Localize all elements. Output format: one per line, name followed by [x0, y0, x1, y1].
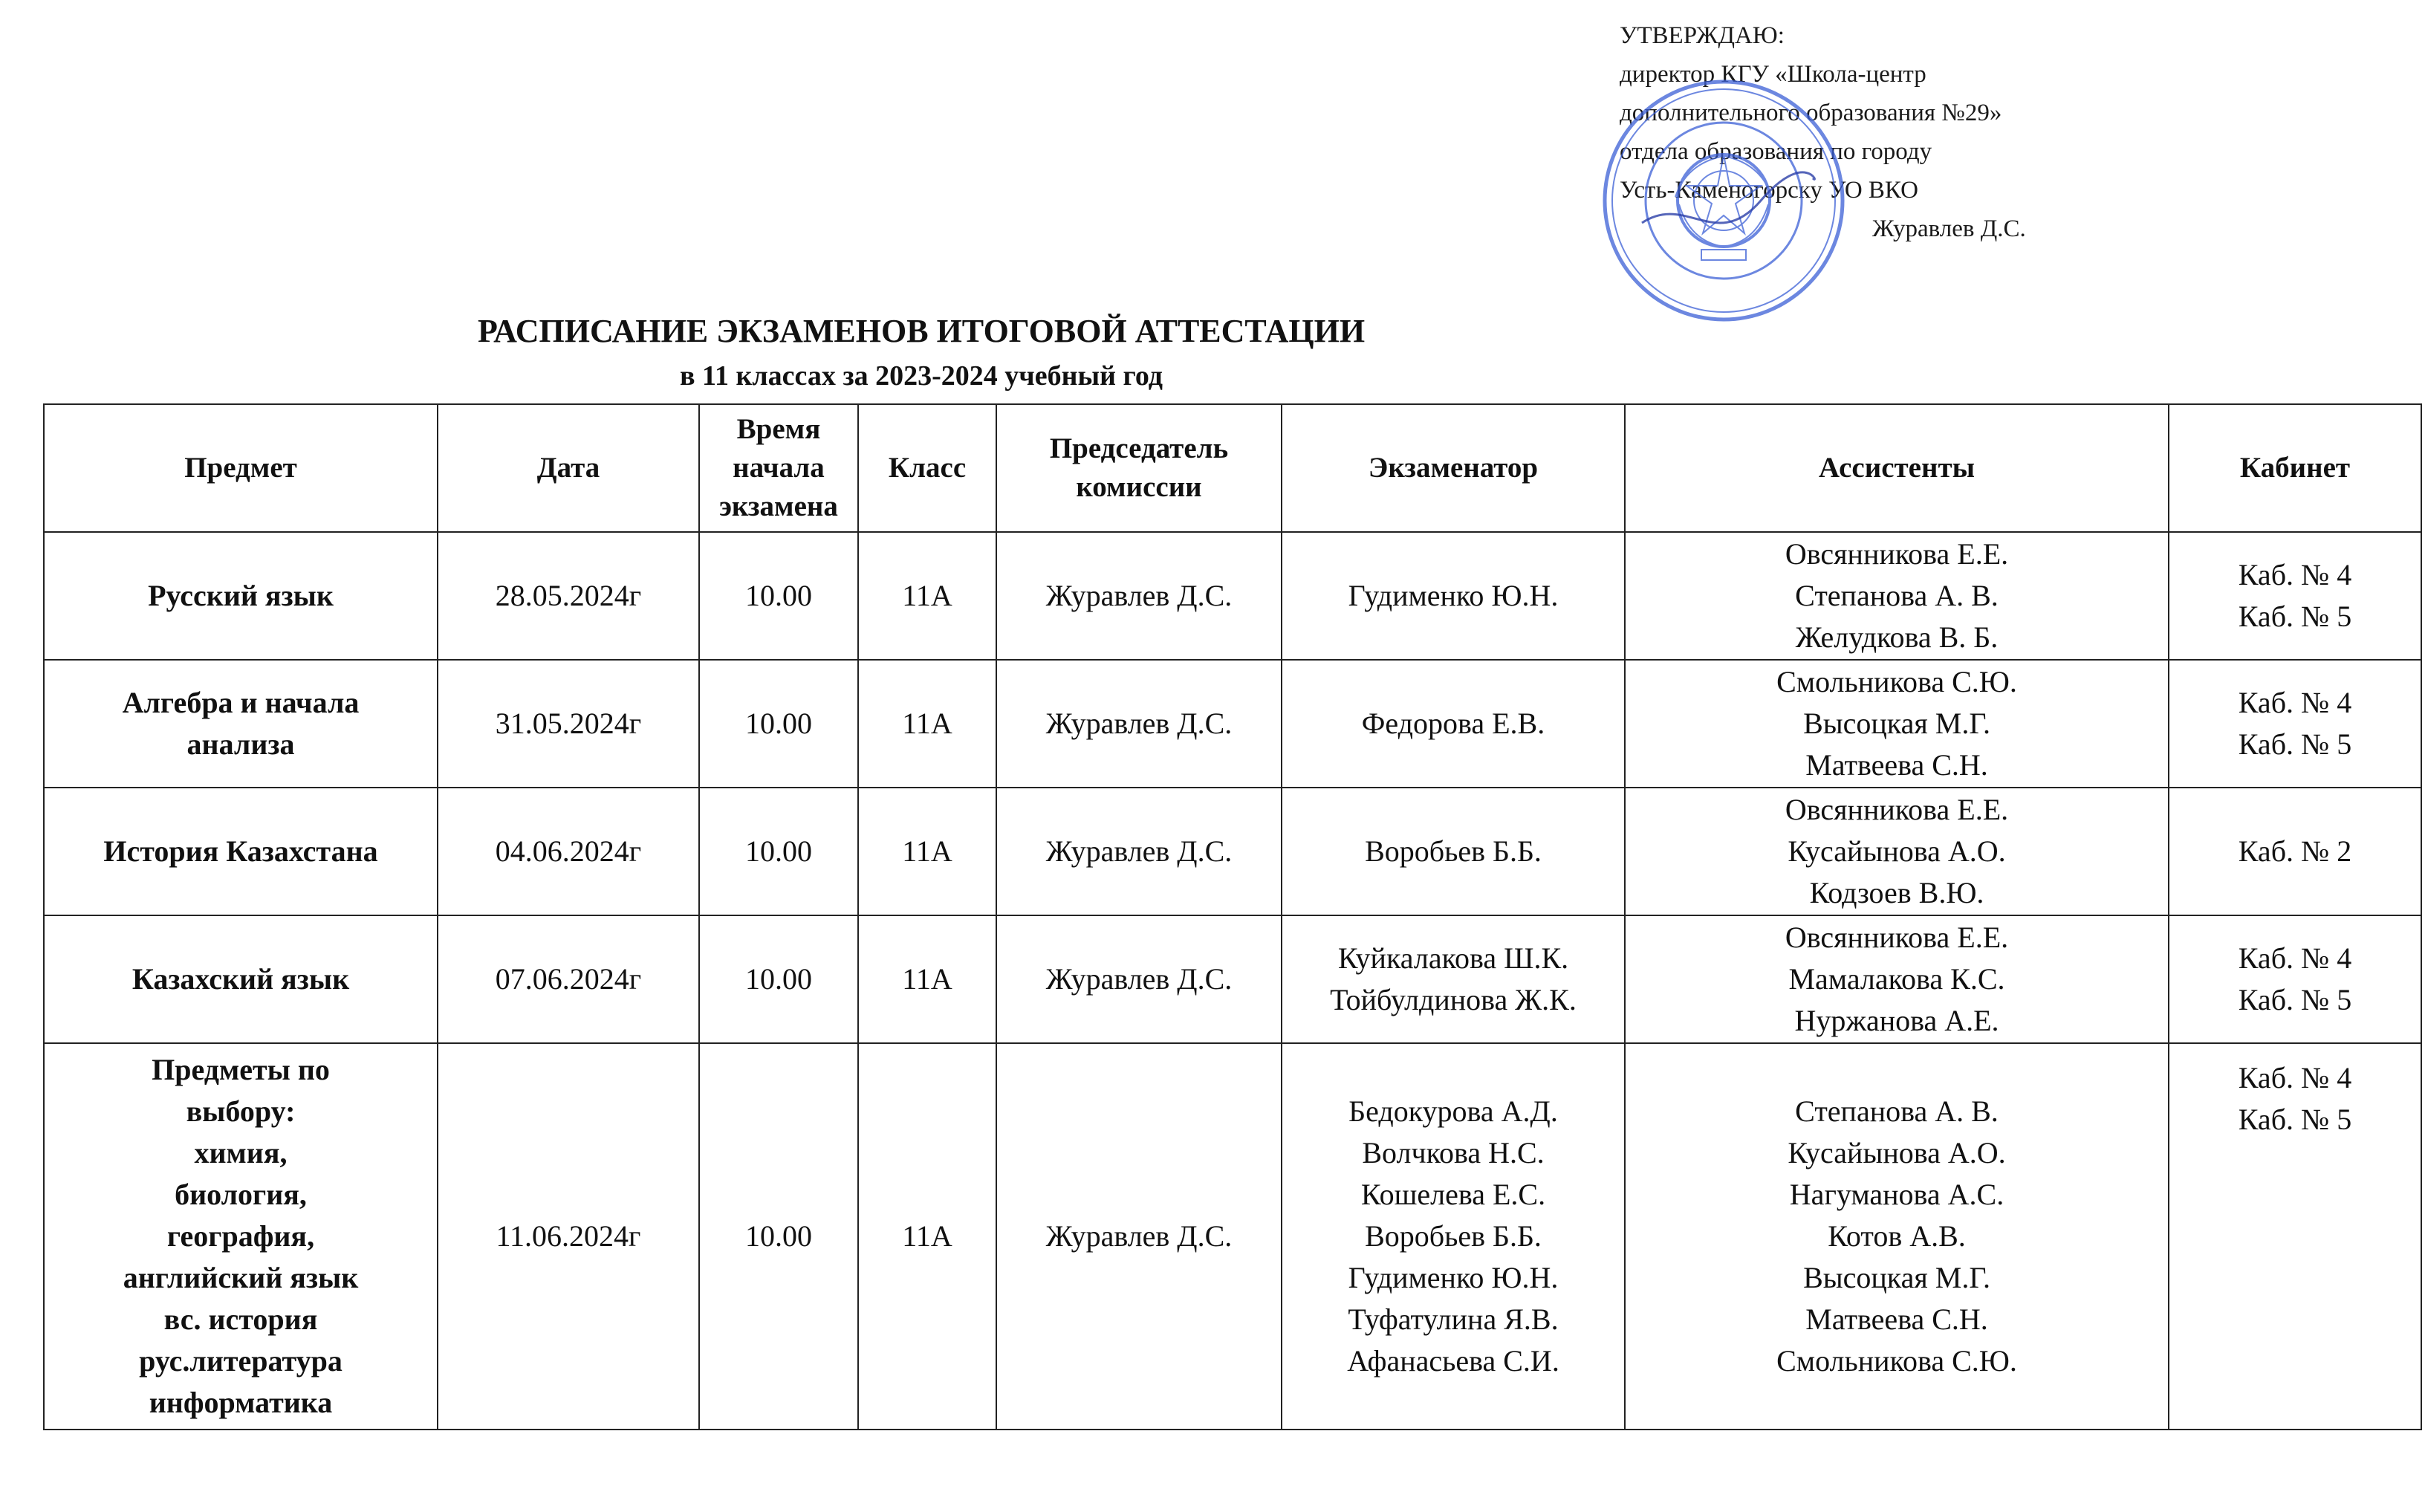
cell-line: Бедокурова А.Д.: [1348, 1094, 1558, 1128]
official-stamp-icon: [1597, 74, 1850, 327]
cell-assistants: [1625, 660, 2169, 788]
cell-line: Высоцкая М.Г.: [1803, 1261, 1990, 1294]
table-row: [44, 788, 2421, 915]
cell-line: Гудименко Ю.Н.: [1348, 579, 1559, 612]
cell-line: Желудкова В. Б.: [1795, 620, 1999, 654]
cell-date: 28.05.2024г: [438, 532, 699, 660]
cell-line: вс. история: [163, 1302, 318, 1336]
cell-line: Степанова А. В.: [1795, 1094, 1999, 1128]
cell-date: 11.06.2024г: [438, 1043, 699, 1430]
cell-class: 11А: [858, 915, 996, 1043]
cell-line: Котов А.В.: [1828, 1219, 1966, 1253]
signature-name: Журавлев Д.С.: [1872, 215, 2026, 242]
cell-examiner: [1282, 660, 1625, 788]
cell-line: Овсянникова Е.Е.: [1785, 537, 2009, 571]
table-header-row: [44, 404, 2421, 532]
cell-line: Степанова А. В.: [1795, 579, 1999, 612]
cell-line: Кодзоев В.Ю.: [1809, 876, 1984, 909]
cell-line: Овсянникова Е.Е.: [1785, 793, 2009, 826]
cell-line: История Казахстана: [103, 834, 378, 868]
header-examiner: Экзаменатор: [1282, 404, 1625, 532]
approval-line: УТВЕРЖДАЮ:: [1620, 22, 1785, 49]
cell-line: выбору:: [186, 1094, 296, 1128]
approval-line: дополнительного образования №29»: [1620, 100, 2002, 126]
cell-line: Гудименко Ю.Н.: [1348, 1261, 1559, 1294]
cell-line: Высоцкая М.Г.: [1803, 707, 1990, 740]
cell-line: Туфатулина Я.В.: [1348, 1302, 1559, 1336]
document-title: РАСПИСАНИЕ ЭКЗАМЕНОВ ИТОГОВОЙ АТТЕСТАЦИИ: [477, 313, 1366, 349]
header-time: [699, 404, 858, 532]
cell-line: Мамалакова К.С.: [1788, 962, 2005, 996]
cell-class: 11А: [858, 788, 996, 915]
cell-line: анализа: [186, 727, 295, 761]
cell-subject: [44, 788, 438, 915]
header-room: Кабинет: [2169, 404, 2421, 532]
cell-room: [2169, 788, 2421, 915]
cell-line: Куйкалакова Ш.К.: [1337, 941, 1569, 975]
cell-line: Матвеева С.Н.: [1805, 748, 1988, 782]
cell-line: Каб. № 5: [2238, 727, 2352, 761]
cell-room: [2169, 660, 2421, 788]
table-row: [44, 915, 2421, 1043]
cell-subject: [44, 1043, 438, 1430]
cell-line: Русский язык: [148, 579, 334, 612]
header-class: Класс: [858, 404, 996, 532]
cell-chair: Журавлев Д.С.: [996, 788, 1282, 915]
cell-line: Смольникова С.Ю.: [1776, 1344, 2017, 1378]
cell-line: Кошелева Е.С.: [1360, 1178, 1546, 1211]
cell-subject: [44, 660, 438, 788]
cell-line: Алгебра и начала: [122, 686, 360, 719]
cell-subject: [44, 532, 438, 660]
cell-line: Матвеева С.Н.: [1805, 1302, 1988, 1336]
cell-subject: [44, 915, 438, 1043]
cell-line: Нагуманова А.С.: [1789, 1178, 2004, 1211]
cell-line: Нуржанова А.Е.: [1794, 1004, 1999, 1037]
cell-line: Каб. № 4: [2238, 686, 2352, 719]
cell-line: Предметы по: [152, 1053, 330, 1086]
cell-line: география,: [166, 1219, 315, 1253]
cell-date: 07.06.2024г: [438, 915, 699, 1043]
cell-line: Каб. № 4: [2238, 558, 2352, 591]
cell-chair: Журавлев Д.С.: [996, 1043, 1282, 1430]
cell-room: [2169, 915, 2421, 1043]
cell-room: [2169, 532, 2421, 660]
cell-date: 04.06.2024г: [438, 788, 699, 915]
approval-line: директор КГУ «Школа-центр: [1620, 61, 1926, 88]
cell-time: 10.00: [699, 915, 858, 1043]
cell-assistants: [1625, 788, 2169, 915]
cell-line: Волчкова Н.С.: [1362, 1136, 1545, 1169]
cell-line: Каб. № 4: [2238, 1061, 2352, 1094]
cell-line: комиссии: [1076, 471, 1202, 503]
cell-line: рус.литература: [139, 1344, 343, 1378]
cell-chair: Журавлев Д.С.: [996, 660, 1282, 788]
header-chair: [996, 404, 1282, 532]
cell-line: Воробьев Б.Б.: [1365, 1219, 1542, 1253]
header-subject: Предмет: [44, 404, 438, 532]
cell-line: английский язык: [123, 1261, 359, 1294]
table-row: [44, 660, 2421, 788]
cell-line: Казахский язык: [132, 962, 350, 996]
cell-line: Смольникова С.Ю.: [1776, 665, 2017, 698]
cell-line: информатика: [149, 1386, 333, 1419]
cell-time: 10.00: [699, 660, 858, 788]
cell-room: [2169, 1043, 2421, 1430]
cell-date: 31.05.2024г: [438, 660, 699, 788]
cell-class: 11А: [858, 1043, 996, 1430]
cell-line: Каб. № 5: [2238, 600, 2352, 633]
document-subtitle: в 11 классах за 2023-2024 учебный год: [680, 360, 1163, 392]
table-row: [44, 1043, 2421, 1430]
cell-line: Афанасьева С.И.: [1347, 1344, 1559, 1378]
cell-assistants: [1625, 532, 2169, 660]
cell-line: Федорова Е.В.: [1361, 707, 1545, 740]
cell-examiner: [1282, 788, 1625, 915]
cell-assistants: [1625, 1043, 2169, 1430]
cell-line: Тойбулдинова Ж.К.: [1330, 983, 1577, 1016]
cell-line: Кусайынова А.О.: [1788, 1136, 2006, 1169]
cell-line: Каб. № 2: [2238, 834, 2352, 868]
cell-chair: Журавлев Д.С.: [996, 915, 1282, 1043]
exam-schedule-table: [43, 403, 2422, 1430]
cell-class: 11А: [858, 532, 996, 660]
cell-line: Председатель: [1049, 432, 1229, 464]
cell-line: Каб. № 4: [2238, 941, 2352, 975]
cell-examiner: [1282, 1043, 1625, 1430]
table-row: [44, 532, 2421, 660]
cell-time: 10.00: [699, 1043, 858, 1430]
cell-examiner: [1282, 915, 1625, 1043]
cell-class: 11А: [858, 660, 996, 788]
cell-line: начала: [733, 452, 825, 484]
cell-line: биология,: [175, 1178, 307, 1211]
cell-time: 10.00: [699, 788, 858, 915]
cell-assistants: [1625, 915, 2169, 1043]
cell-line: Время: [736, 413, 821, 445]
cell-line: Воробьев Б.Б.: [1365, 834, 1542, 868]
cell-time: 10.00: [699, 532, 858, 660]
approval-line: Усть-Каменогорску УО ВКО: [1620, 177, 1918, 204]
header-date: Дата: [438, 404, 699, 532]
cell-line: Овсянникова Е.Е.: [1785, 921, 2009, 954]
cell-line: Кусайынова А.О.: [1788, 834, 2006, 868]
cell-line: химия,: [194, 1136, 288, 1169]
cell-examiner: [1282, 532, 1625, 660]
cell-line: Каб. № 5: [2238, 983, 2352, 1016]
cell-line: экзамена: [719, 490, 838, 522]
cell-line: Каб. № 5: [2238, 1103, 2352, 1136]
header-assistants: Ассистенты: [1625, 404, 2169, 532]
cell-chair: Журавлев Д.С.: [996, 532, 1282, 660]
approval-line: отдела образования по городу: [1620, 138, 1932, 165]
